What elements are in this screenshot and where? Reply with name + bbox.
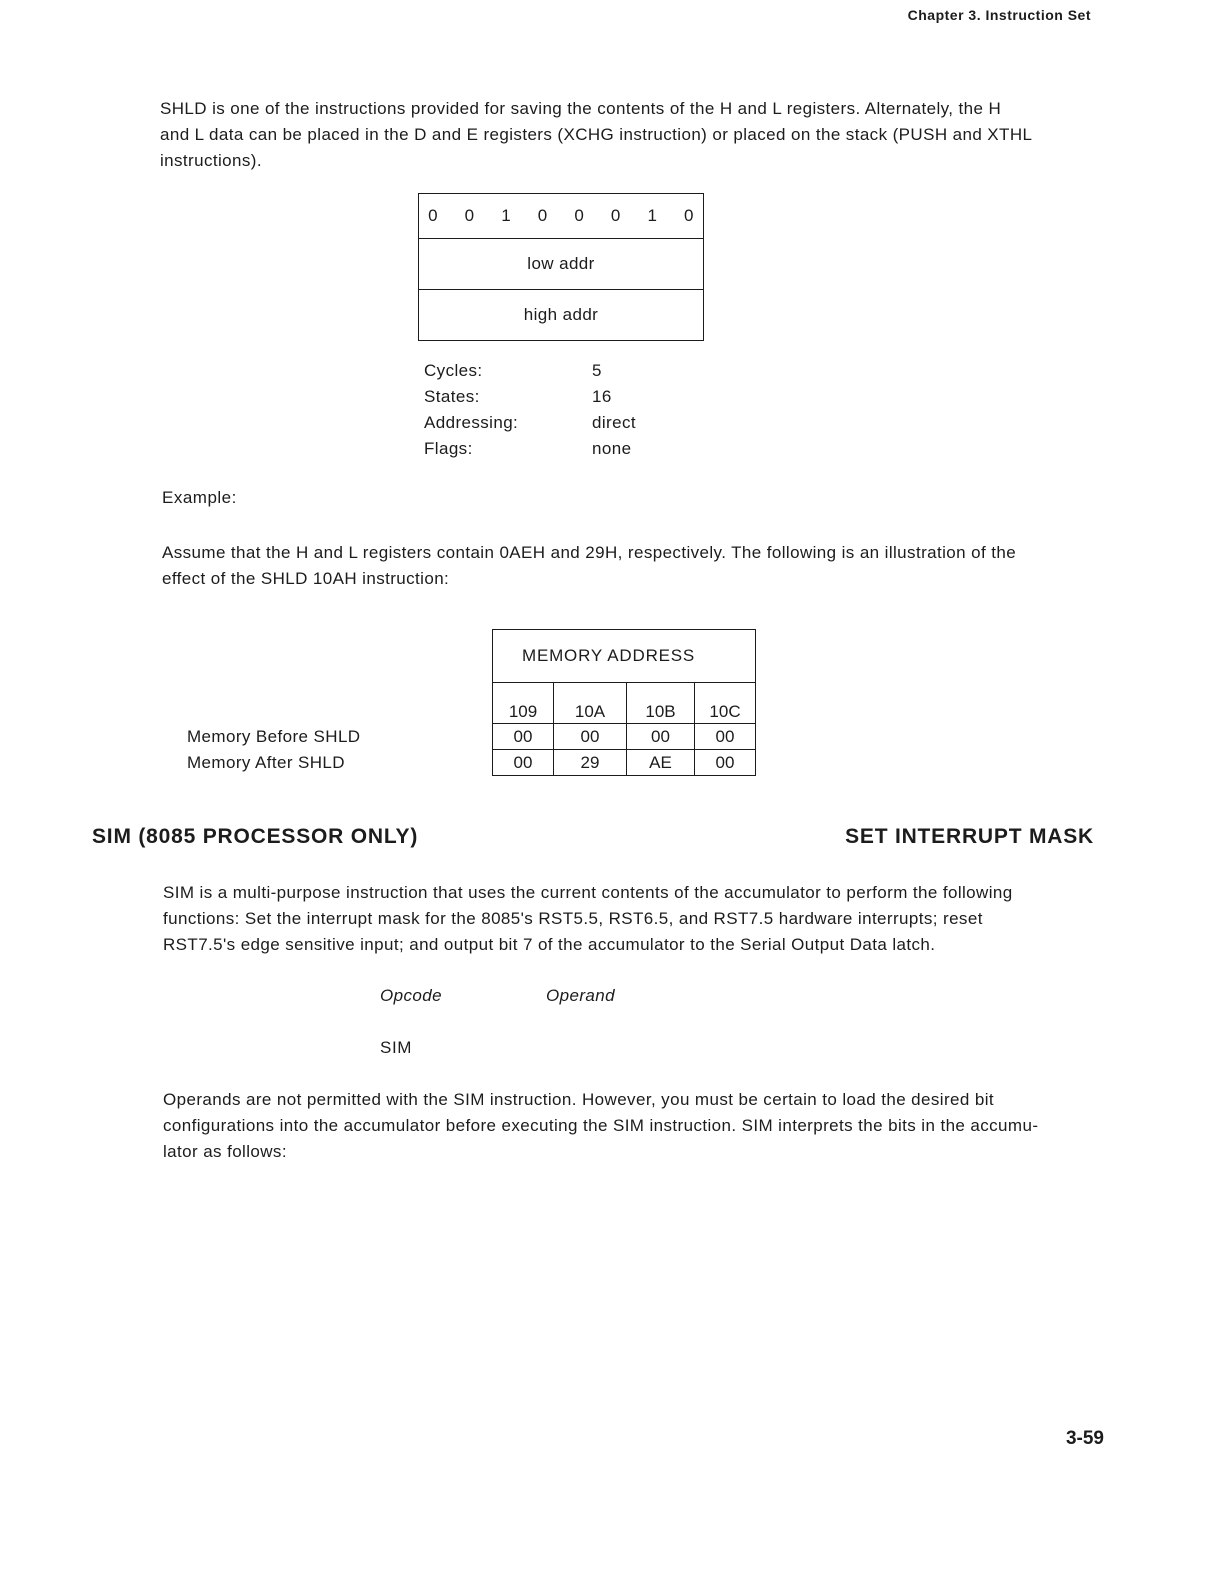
memory-address-row: [493, 683, 755, 724]
operands-note-paragraph: [163, 1087, 1083, 1165]
spec-states: [424, 384, 636, 410]
memory-cell: 00: [553, 724, 626, 749]
text-line: and L data can be placed in the D and E registers (XCHG instruction) or placed on the stack (PUSH and XTHL: [160, 125, 1033, 144]
memory-row-label: Memory After SHLD: [187, 753, 345, 772]
high-addr-row: high addr: [419, 289, 703, 340]
memory-table-title: MEMORY ADDRESS: [493, 630, 755, 683]
opcode-bit: 0: [428, 206, 438, 225]
memory-table: [492, 629, 756, 776]
memory-cell: 00: [513, 752, 533, 772]
low-addr-row: low addr: [419, 238, 703, 289]
opcode-bit: 0: [464, 206, 475, 225]
memory-after-row: [493, 750, 755, 776]
spec-label: Addressing:: [424, 413, 519, 432]
text-line: SIM is a multi-purpose instruction that uses the current contents of the accumulator to perform the following: [163, 883, 1013, 902]
text-line: instructions).: [160, 151, 262, 170]
memory-cell: 29: [553, 750, 626, 775]
operand-heading: Operand: [546, 986, 615, 1005]
address-cell: 10C: [694, 682, 755, 723]
opcode-bit: 0: [537, 206, 548, 225]
memory-before-row: [493, 724, 755, 750]
spec-addressing: [424, 410, 636, 436]
shld-intro-paragraph: [160, 96, 1090, 174]
text-line: configurations into the accumulator before executing the SIM instruction. SIM interprets the bits in the accumu-: [163, 1116, 1039, 1135]
section-title: SIM (8085 PROCESSOR ONLY): [92, 825, 419, 848]
memory-row-label: Memory Before SHLD: [187, 727, 361, 746]
text-line: SHLD is one of the instructions provided for saving the contents of the H and L registers. Alternately, the H: [160, 99, 1002, 118]
instruction-specs: [424, 358, 636, 462]
address-cell: 109: [508, 702, 538, 721]
sim-description-paragraph: [163, 880, 1083, 958]
instruction-format-box: [418, 193, 704, 341]
text-line: Operands are not permitted with the SIM instruction. However, you must be certain to load the desired bit: [163, 1090, 995, 1109]
memory-cell: AE: [626, 750, 694, 775]
opcode-bit: 0: [574, 206, 585, 225]
page-number: 3-59: [1065, 1428, 1104, 1449]
memory-row-labels: [187, 724, 360, 776]
section-subtitle: SET INTERRUPT MASK: [845, 825, 1094, 848]
opcode-value: SIM: [380, 1038, 413, 1057]
text-line: RST7.5's edge sensitive input; and output bit 7 of the accumulator to the Serial Output Data latch.: [163, 935, 936, 954]
text-line: effect of the SHLD 10AH instruction:: [162, 569, 450, 588]
memory-cell: 00: [694, 750, 755, 775]
spec-value: 5: [592, 361, 602, 380]
spec-value: 16: [592, 387, 612, 406]
opcode-bit: 0: [610, 206, 621, 225]
opcode-bit: 1: [647, 206, 658, 225]
opcode-bits-row: [419, 194, 703, 238]
opcode-heading: Opcode: [380, 986, 442, 1005]
chapter-header: Chapter 3. Instruction Set: [907, 7, 1091, 23]
memory-cell: 00: [513, 726, 533, 746]
address-cell: 10A: [553, 682, 626, 723]
spec-flags: [424, 436, 636, 462]
text-line: functions: Set the interrupt mask for the 8085's RST5.5, RST6.5, and RST7.5 hardware interrupts; reset: [163, 909, 983, 928]
opcode-bit: 0: [684, 206, 694, 225]
spec-cycles: [424, 358, 636, 384]
spec-label: Cycles:: [424, 361, 483, 380]
text-line: lator as follows:: [163, 1142, 287, 1161]
spec-value: none: [592, 439, 632, 458]
memory-cell: 00: [694, 724, 755, 749]
address-cell: 10B: [626, 682, 694, 723]
spec-label: States:: [424, 387, 480, 406]
example-heading: Example:: [162, 488, 237, 507]
text-line: Assume that the H and L registers contain 0AEH and 29H, respectively. The following is an illustration of the: [162, 543, 1017, 562]
example-paragraph: [162, 540, 1082, 592]
spec-value: direct: [592, 413, 636, 432]
memory-cell: 00: [626, 724, 694, 749]
spec-label: Flags:: [424, 439, 473, 458]
opcode-bit: 1: [501, 206, 512, 225]
